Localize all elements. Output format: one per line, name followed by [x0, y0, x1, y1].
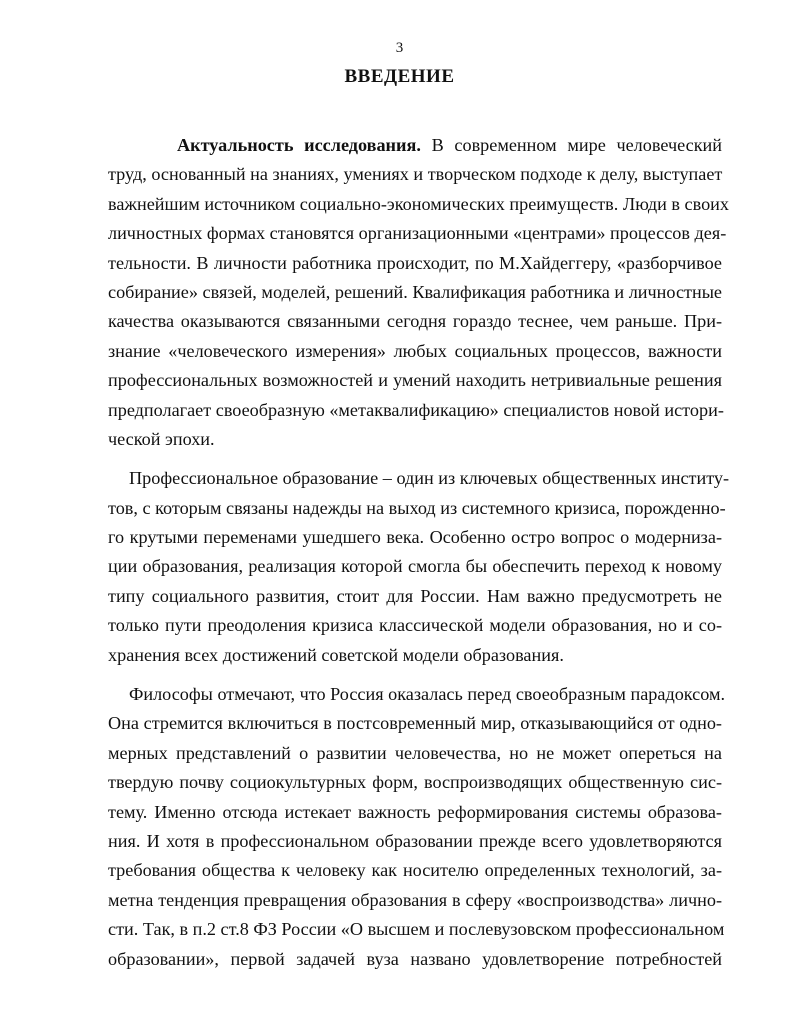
- text-line: тельности. В личности работника происходит, по М.Хайдеггеру, «разборчивое: [108, 252, 722, 273]
- lead-phrase: Актуальность исследования.: [177, 135, 421, 155]
- text-line: Философы отмечают, что Россия оказалась перед своеобразным парадоксом.: [129, 684, 726, 705]
- paragraph-professional-education: [108, 464, 730, 670]
- text-line: хранения всех достижений советской модели образования.: [108, 644, 564, 665]
- paragraph-philosophers: [108, 680, 726, 974]
- text-line: качества оказываются связанными сегодня гораздо теснее, чем раньше. При-: [108, 311, 722, 332]
- text-line: твердую почву социокультурных форм, воспроизводящих общественную сис-: [108, 772, 722, 793]
- text-line: только пути преодоления кризиса классической модели образования, но и со-: [108, 615, 722, 636]
- text-line: ния. И хотя в профессиональном образовании прежде всего удовлетворяются: [108, 830, 722, 851]
- text-line: тему. Именно отсюда истекает важность реформирования системы образова-: [108, 801, 722, 822]
- text-line: личностных формах становятся организационными «центрами» процессов дея-: [108, 223, 727, 244]
- text-line: важнейшим источником социально-экономических преимуществ. Люди в своих: [108, 193, 729, 214]
- text-line: Она стремится включиться в постсовременный мир, отказывающийся от одно-: [108, 713, 722, 734]
- text-line: труд, основанный на знаниях, умениях и творческом подходе к делу, выступает: [108, 164, 723, 185]
- text-line: ции образования, реализация которой смогла бы обеспечить переход к новому: [108, 556, 722, 577]
- text-line: мерных представлений о развитии человечества, но не может опереться на: [108, 742, 722, 763]
- text-line: образовании», первой задачей вуза названо удовлетворение потребностей: [108, 948, 722, 969]
- text-line: знание «человеческого измерения» любых социальных процессов, важности: [108, 340, 722, 361]
- text-line: профессиональных возможностей и умений находить нетривиальные решения: [108, 370, 722, 391]
- section-heading: ВВЕДЕНИЕ: [344, 66, 455, 87]
- text-line: Профессиональное образование – один из ключевых общественных институ-: [129, 468, 730, 489]
- paragraph-relevance: [108, 131, 729, 454]
- text-line: сти. Так, в п.2 ст.8 ФЗ России «О высшем и послевузовском профессиональном: [108, 919, 725, 940]
- text-line: го крутыми переменами ушедшего века. Особенно остро вопрос о модерниза-: [108, 527, 722, 548]
- text-line: Актуальность исследования. В современном мире человеческий: [177, 135, 722, 155]
- text-line: предполагает своеобразную «метаквалификацию» специалистов новой истори-: [108, 399, 724, 420]
- text-line: требования общества к человеку как носителю определенных технологий, за-: [108, 860, 722, 881]
- text-line: типу социального развития, стоит для России. Нам важно предусмотреть не: [108, 585, 722, 606]
- document-body: [108, 131, 730, 984]
- text-line: тов, с которым связаны надежды на выход из системного кризиса, порожденно-: [108, 497, 726, 518]
- text-line: собирание» связей, моделей, решений. Квалификация работника и личностные: [108, 281, 722, 302]
- text-line: метна тенденция превращения образования в сферу «воспроизводства» лично-: [108, 889, 722, 910]
- page-number: 3: [395, 40, 404, 56]
- text-line: ческой эпохи.: [108, 428, 215, 449]
